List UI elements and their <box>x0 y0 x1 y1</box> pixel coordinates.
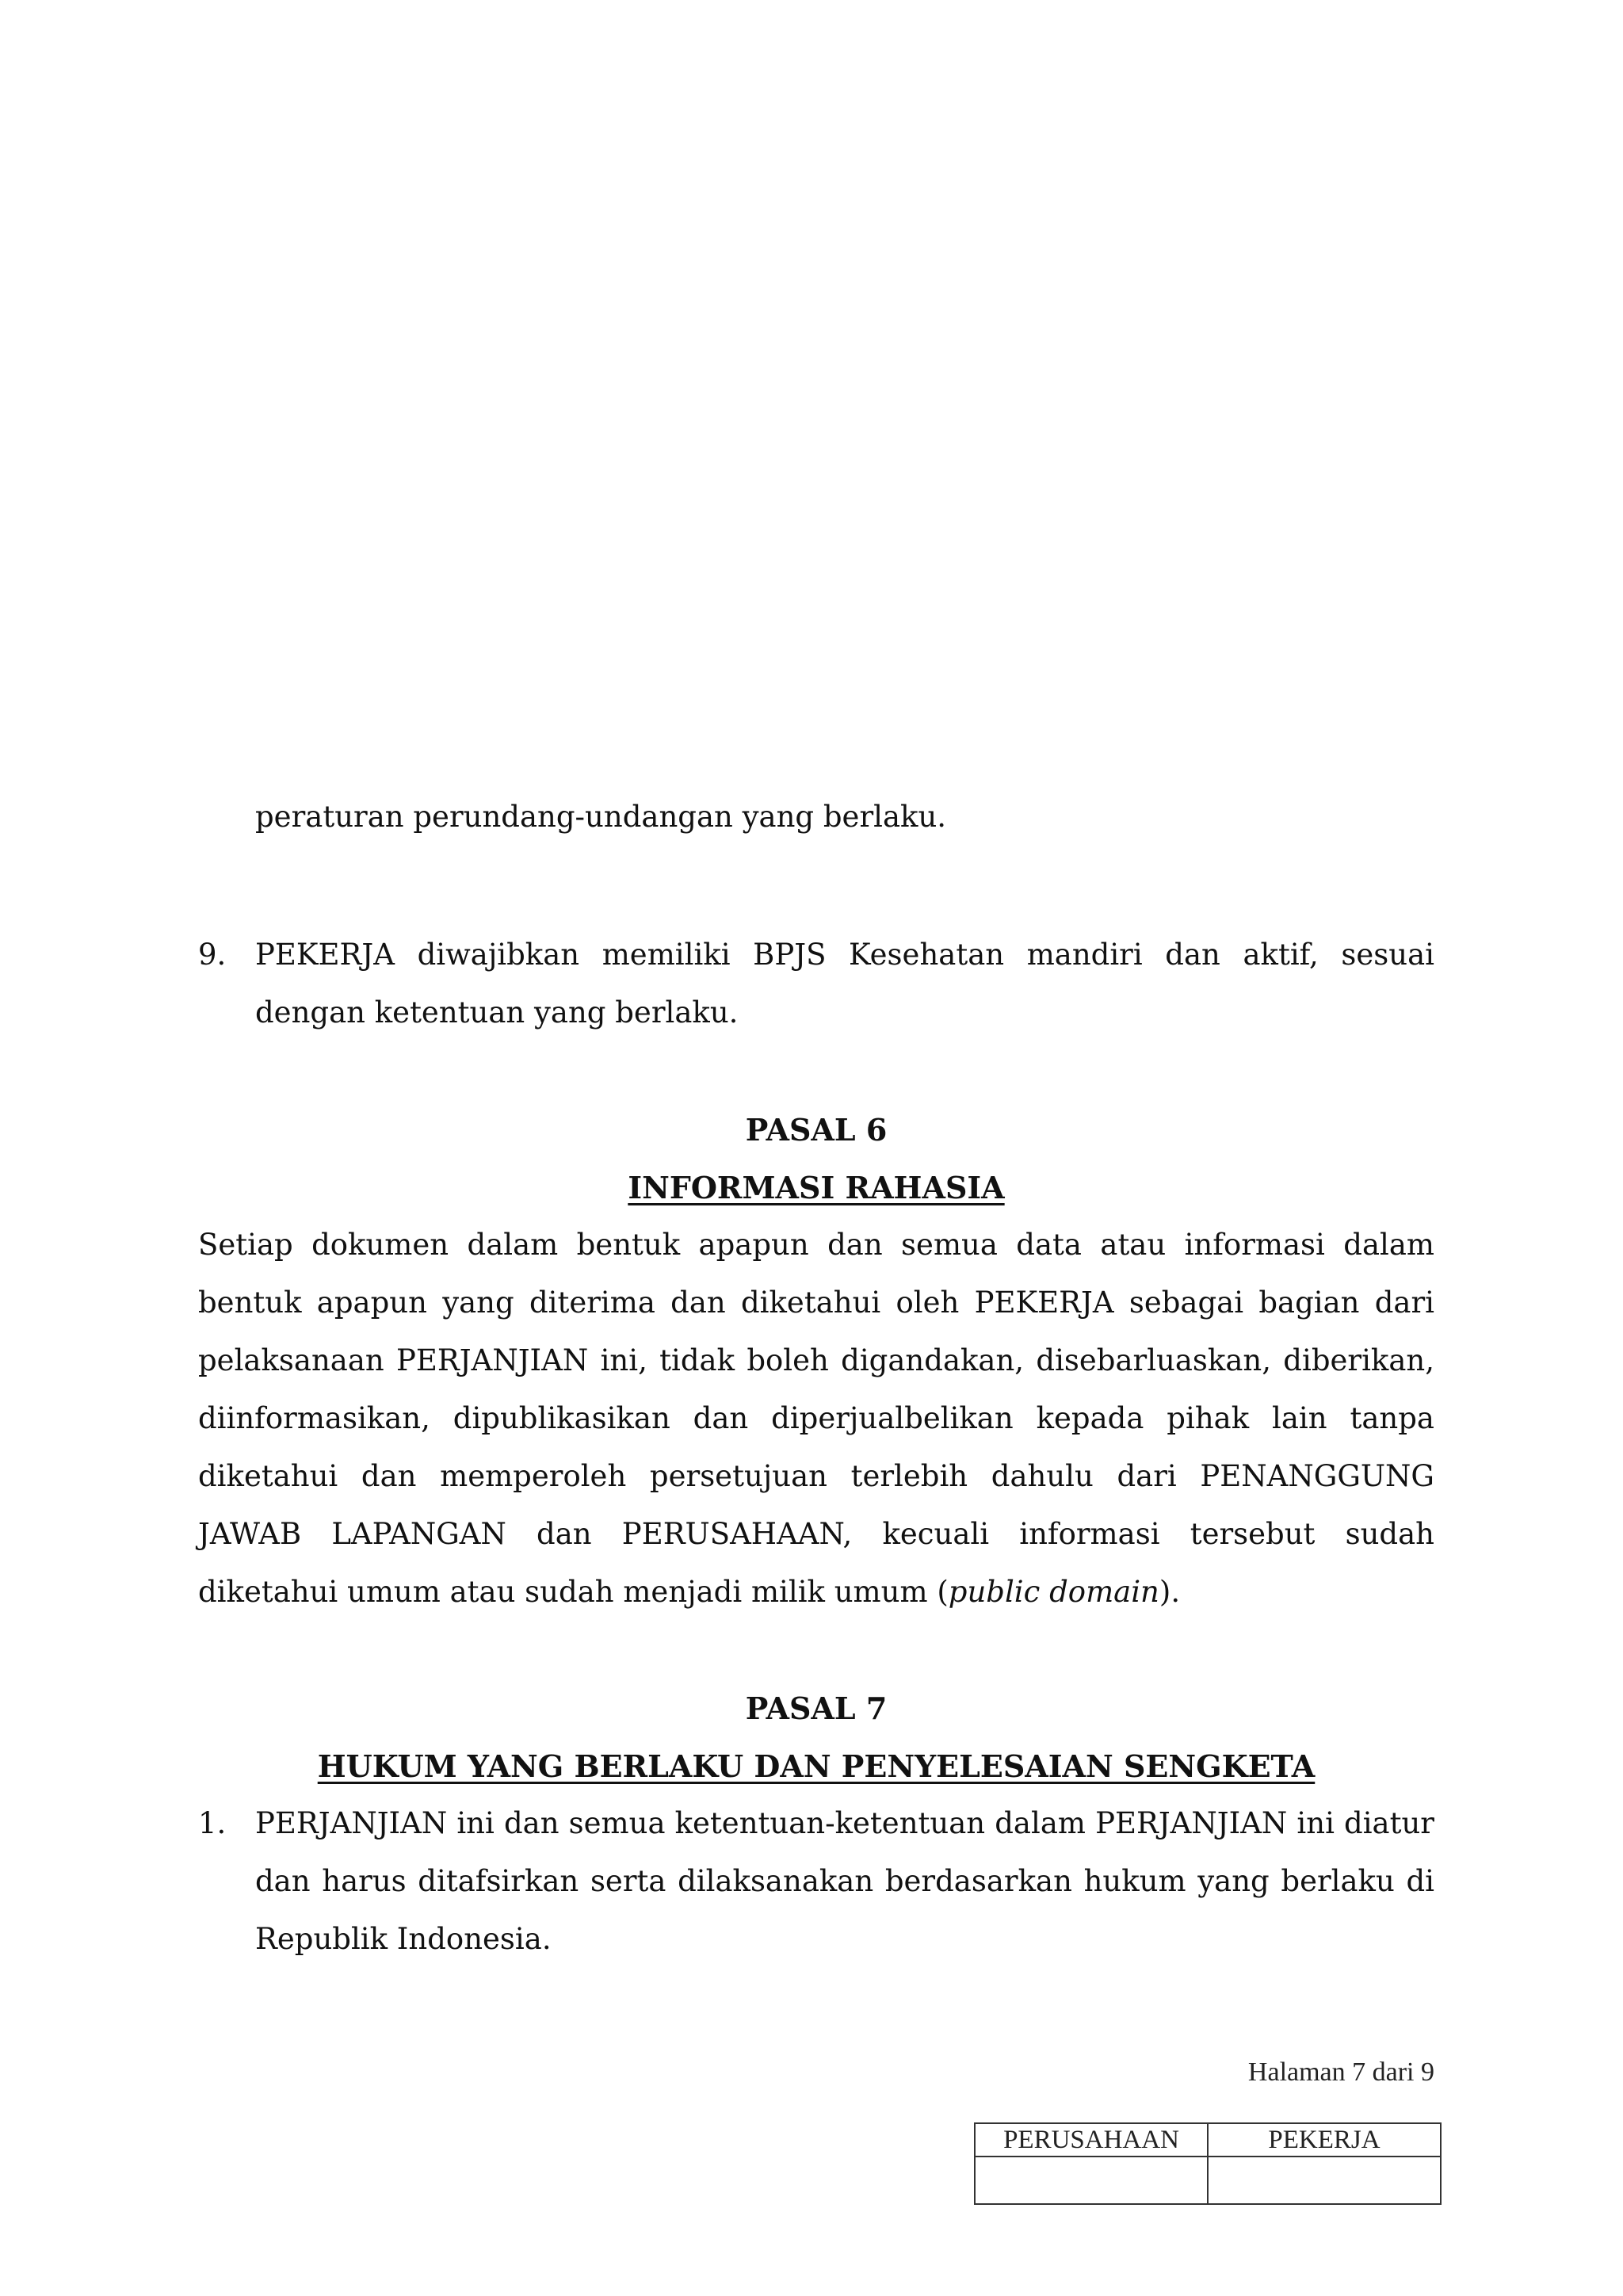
list-item-9 <box>198 926 1434 1041</box>
list-item-text: PERJANJIAN ini dan semua ketentuan-ketentuan dalam PERJANJIAN ini diatur dan harus ditafsirkan serta dilaksanakan berdasarkan hukum yang berlaku di Republik Indonesia. <box>255 1806 1434 1956</box>
pasal-6-title-text: INFORMASI RAHASIA <box>628 1170 1005 1205</box>
paragraph-open-paren: ( <box>937 1575 949 1609</box>
signature-header-pekerja: PEKERJA <box>1208 2123 1441 2157</box>
pasal-6-number: PASAL 6 <box>745 1112 888 1148</box>
pasal-6-title <box>198 1159 1434 1217</box>
list-item-text: PEKERJA diwajibkan memiliki BPJS Kesehatan mandiri dan aktif, sesuai dengan ketentuan yang berlaku. <box>255 938 1434 1030</box>
signature-cell-pekerja <box>1208 2157 1441 2204</box>
signature-cell-perusahaan <box>975 2157 1208 2204</box>
truncated-previous-line: peraturan perundang-undangan yang berlaku. <box>255 802 947 834</box>
pasal-6-paragraph <box>198 1216 1434 1621</box>
signature-table-row <box>975 2157 1441 2204</box>
paragraph-main-text: Setiap dokumen dalam bentuk apapun dan semua data atau informasi dalam bentuk apapun yang diterima dan diketahui oleh PEKERJA sebagai bagian dari pelaksanaan PERJANJIAN ini, tidak boleh digandakan, disebarluaskan, diberikan, diinformasikan, dipublikasikan dan diperjualbelikan kepada pihak lain tanpa diketahui dan memperoleh persetujuan terlebih dahulu dari PENANGGUNG JAWAB LAPANGAN dan PERUSAHAAN, kecuali informasi tersebut sudah diketahui umum atau sudah menjadi milik umum <box>198 1228 1434 1609</box>
pasal-7-list-item-1 <box>198 1794 1434 1968</box>
paragraph-close-paren: ). <box>1159 1575 1181 1609</box>
paragraph-italic-term: public domain <box>948 1575 1159 1609</box>
pasal-7-number: PASAL 7 <box>745 1690 888 1726</box>
pasal-7-title <box>198 1737 1434 1795</box>
list-number: 1. <box>198 1806 227 1840</box>
list-number: 9. <box>198 938 227 972</box>
signature-table <box>974 2122 1442 2205</box>
pasal-7-title-text: HUKUM YANG BERLAKU DAN PENYELESAIAN SENGKETA <box>317 1748 1316 1784</box>
page-number: Halaman 7 dari 9 <box>1247 2057 1434 2087</box>
signature-header-perusahaan: PERUSAHAAN <box>975 2123 1208 2157</box>
signature-table-header <box>975 2123 1441 2157</box>
